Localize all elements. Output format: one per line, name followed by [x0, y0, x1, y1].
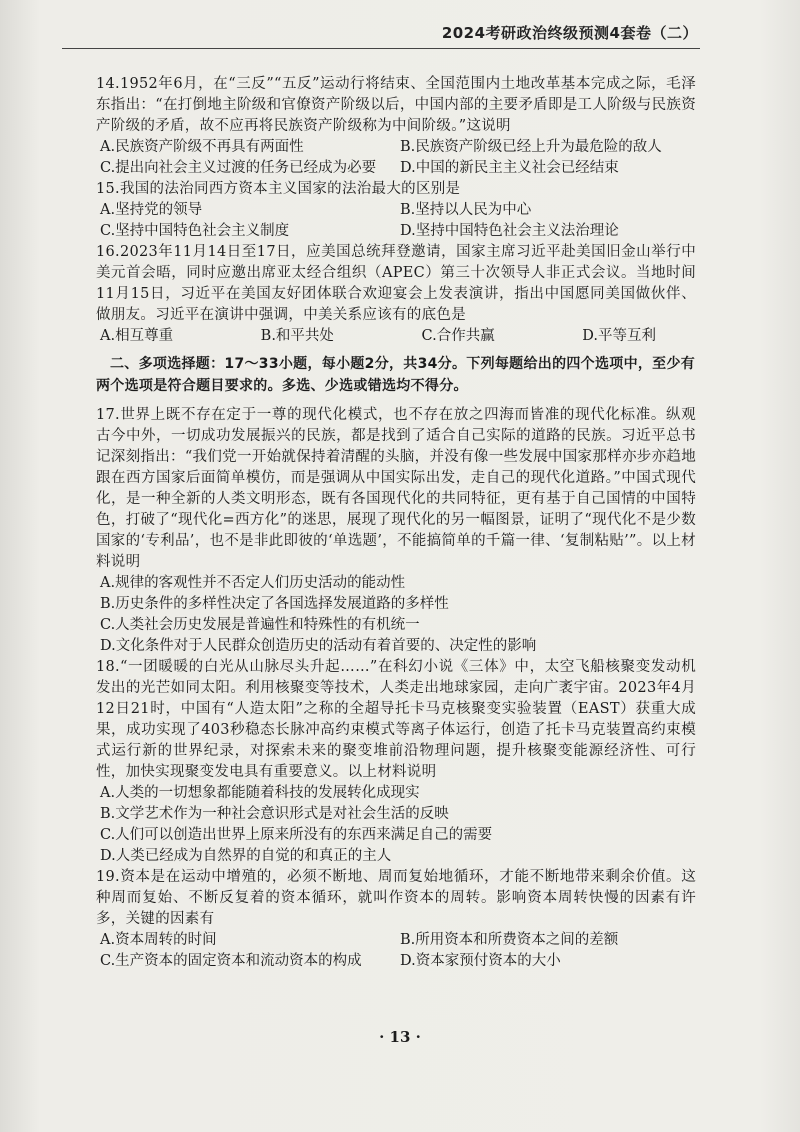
header-divider [62, 48, 700, 49]
question-16 [96, 242, 696, 347]
option-d: D.平等互利 [582, 328, 656, 344]
option-a: A.相互尊重 [100, 328, 174, 344]
page-number: · 13 · [379, 1028, 421, 1046]
page-header-title: 2024考研政治终级预测4套卷（二） [441, 24, 698, 42]
section-heading-multiple-choice: 二、多项选择题：17～33小题，每小题2分，共34分。下列每题给出的四个选项中，至少有两个选项是符合题目要求的。多选、少选或错选均不得分。 [96, 356, 696, 394]
option-b: B.坚持以人民为中心 [400, 202, 532, 218]
options [96, 783, 696, 867]
option-d: D.中国的新民主主义社会已经结束 [400, 160, 619, 176]
option-b: B.民族资产阶级已经上升为最危险的敌人 [400, 139, 662, 155]
question-text: 18.“一团暖暖的白光从山脉尽头升起……”在科幻小说《三体》中，太空飞船核聚变发动机发出的光芒如同太阳。利用核聚变等技术，人类走出地球家园，走向广袤宇宙。2023年4月12日21时，中国有“人造太阳”之称的全超导托卡马克核聚变实验装置（EAST）获重大成果，成功实现了403秒稳态长脉冲高约束模式等离子体运行，创造了托卡马克装置高约束模式运行新的世界纪录，对探索未来的聚变堆前沿物理问题，提升核聚变能源经济性、可行性，加快实现聚变发电具有重要意义。以上材料说明 [96, 659, 696, 780]
options [96, 200, 696, 242]
question-18 [96, 657, 696, 867]
option-a: A.民族资产阶级不再具有两面性 [100, 139, 304, 155]
option-b: B.文学艺术作为一种社会意识形式是对社会生活的反映 [100, 806, 449, 822]
option-c: C.合作共赢 [421, 328, 495, 344]
options [96, 573, 696, 657]
option-a: A.规律的客观性并不否定人们历史活动的能动性 [100, 575, 406, 591]
question-text: 15.我国的法治同西方资本主义国家的法治最大的区别是 [96, 181, 461, 197]
option-a: A.资本周转的时间 [100, 932, 217, 948]
options [96, 930, 696, 972]
question-15 [96, 179, 696, 242]
option-b: B.和平共处 [260, 328, 334, 344]
option-c: C.提出向社会主义过渡的任务已经成为必要 [100, 160, 377, 176]
question-text: 14.1952年6月，在“三反”“五反”运动行将结束、全国范围内土地改革基本完成之际，毛泽东指出：“在打倒地主阶级和官僚资产阶级以后，中国内部的主要矛盾即是工人阶级与民族资产阶级的矛盾，故不应再将民族资产阶级称为中间阶级。”这说明 [96, 76, 696, 134]
option-d: D.资本家预付资本的大小 [400, 953, 561, 969]
option-a: A.坚持党的领导 [100, 202, 203, 218]
option-b: B.所用资本和所费资本之间的差额 [400, 932, 619, 948]
question-19 [96, 867, 696, 972]
question-text: 16.2023年11月14日至17日，应美国总统拜登邀请，国家主席习近平赴美国旧金山举行中美元首会晤，同时应邀出席亚太经合组织（APEC）第三十次领导人非正式会议。当地时间11月15日，习近平在美国友好团体联合欢迎宴会上发表演讲，指出中国愿同美国做伙伴、做朋友。习近平在演讲中强调，中美关系应该有的底色是 [96, 244, 696, 323]
page-content [96, 74, 696, 972]
question-17 [96, 405, 696, 657]
option-d: D.文化条件对于人民群众创造历史的活动有着首要的、决定性的影响 [100, 638, 537, 654]
option-d: D.人类已经成为自然界的自觉的和真正的主人 [100, 848, 392, 864]
option-d: D.坚持中国特色社会主义法治理论 [400, 223, 619, 239]
option-c: C.人们可以创造出世界上原来所没有的东西来满足自己的需要 [100, 827, 493, 843]
question-text: 19.资本是在运动中增殖的，必须不断地、周而复始地循环，才能不断地带来剩余价值。这种周而复始、不断反复着的资本循环，就叫作资本的周转。影响资本周转快慢的因素有许多，关键的因素有 [96, 869, 696, 927]
option-c: C.生产资本的固定资本和流动资本的构成 [100, 953, 362, 969]
option-c: C.人类社会历史发展是普遍性和特殊性的有机统一 [100, 617, 420, 633]
option-b: B.历史条件的多样性决定了各国选择发展道路的多样性 [100, 596, 449, 612]
option-c: C.坚持中国特色社会主义制度 [100, 223, 290, 239]
question-14 [96, 74, 696, 179]
options [96, 326, 696, 347]
question-text: 17.世界上既不存在定于一尊的现代化模式，也不存在放之四海而皆准的现代化标准。纵观古今中外，一切成功发展振兴的民族，都是找到了适合自己实际的道路的民族。习近平总书记深刻指出：“我们党一开始就保持着清醒的头脑，并没有像一些发展中国家那样亦步亦趋地跟在西方国家后面简单模仿，而是强调从中国实际出发，走自己的现代化道路。”中国式现代化，是一种全新的人类文明形态，既有各国现代化的共同特征，更有基于自己国情的中国特色，打破了“现代化=西方化”的迷思，展现了现代化的另一幅图景，证明了“现代化不是少数国家的‘专利品’，也不是非此即彼的‘单选题’，不能搞简单的千篇一律、‘复制粘贴’”。以上材料说明 [96, 407, 696, 570]
option-a: A.人类的一切想象都能随着科技的发展转化成现实 [100, 785, 420, 801]
options [96, 137, 696, 179]
